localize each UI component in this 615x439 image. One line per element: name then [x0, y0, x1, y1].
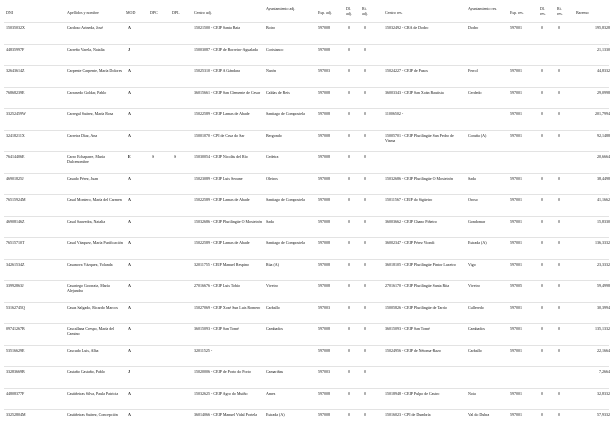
cell-nombre: Cascallana Crespo, María del Camino [67, 326, 115, 336]
row-divider [4, 345, 609, 346]
cell-centro-res: 36003343 - CEIP San Xoán Bautista [385, 89, 444, 95]
cell-mod: E [128, 154, 131, 159]
cell-dl-adj: 0 [348, 197, 350, 202]
cell-ayto-adj: Ames [266, 390, 276, 396]
cell-esp-adj: 597008 [318, 111, 330, 116]
cell-esp-adj: 597008 [318, 175, 330, 181]
cell-dni: 33252459W [6, 111, 26, 116]
cell-esp-adj: 597008 [318, 25, 330, 30]
cell-ri-adj: 0 [364, 197, 366, 202]
cell-esp-res: 597001 [510, 326, 522, 331]
cell-ayto-adj: Rúa (A) [266, 261, 279, 267]
cell-dl-adj: 0 [348, 240, 350, 245]
cell-ri-adj: 0 [364, 68, 366, 73]
cell-ri-adj: 0 [364, 412, 366, 417]
cell-dpc: S [152, 154, 155, 159]
cell-dni: 76515710T [6, 240, 25, 245]
cell-dl-res: 0 [541, 197, 543, 202]
cell-nombre: Casariego Goorraiz, María Alejandra [67, 283, 110, 293]
cell-ri-res: 0 [558, 261, 560, 267]
header-ri-res: Ri. res. [557, 6, 563, 16]
cell-esp-adj: 597008 [318, 132, 330, 138]
cell-centro-adj: 15027069 - CEIP Xosé Sun Luis Romero [194, 304, 261, 310]
cell-ayto-adj: Narón [266, 68, 276, 73]
cell-dl-adj: 0 [348, 369, 350, 374]
header-dl-adj: Dl. adj. [346, 6, 352, 16]
cell-ri-adj: 0 [364, 390, 366, 396]
cell-mod: A [128, 89, 131, 95]
cell-esp-adj: 597003 [318, 304, 330, 310]
cell-esp-res: 597001 [510, 25, 522, 30]
cell-esp-adj: 597008 [318, 390, 330, 396]
cell-dl-res: 0 [541, 412, 543, 417]
cell-dl-adj: 0 [348, 283, 350, 288]
cell-ri-adj: 0 [364, 218, 366, 224]
cell-ayto-adj: Camariñas [266, 369, 284, 374]
header-ri-adj: Ri. adj. [362, 6, 368, 16]
cell-mod: A [128, 218, 131, 224]
cell-dni: 32643614Z [6, 68, 25, 73]
cell-dni: 53162745Q [6, 304, 25, 310]
cell-dl-res: 0 [541, 304, 543, 310]
cell-esp-res: 597005 [510, 283, 522, 288]
cell-esp-res: 597001 [510, 412, 522, 417]
cell-esp-adj: 597008 [318, 326, 330, 331]
cell-dl-adj: 0 [348, 111, 350, 116]
cell-ayto-res: Cambados [468, 326, 485, 331]
cell-dl-adj: 0 [348, 68, 350, 73]
cell-esp-adj: 597003 [318, 369, 330, 374]
cell-dni: 15035032X [6, 25, 25, 30]
cell-ayto-adj: Santiago de Compostela [266, 111, 305, 116]
cell-nombre: Casas Salgado, Ricardo Marcos [67, 304, 118, 310]
cell-baremo: 135,1332 [595, 326, 610, 331]
cell-centro-adj: 15022589 - CEIP Lamas de Abade [194, 111, 250, 116]
header-centro-res: Centro res. [385, 10, 403, 15]
cell-nombre: Casanova Vázquez, Yolanda [67, 261, 113, 267]
cell-centro-res: 36003662 - CEIP Chano Piñeiro [385, 218, 437, 224]
header-dpl: DPL [172, 10, 180, 15]
cell-ri-adj: 0 [364, 25, 366, 30]
cell-dl-res: 0 [541, 132, 543, 138]
cell-baremo: 32,8332 [597, 390, 610, 396]
cell-centro-res: 15005826 - CEIP Plurilingüe de Tarrío [385, 304, 448, 310]
cell-esp-adj: 597008 [318, 154, 330, 159]
cell-mod: J [128, 46, 130, 52]
cell-esp-res: 597001 [510, 89, 522, 95]
cell-nombre: Casal Saavedra, Natalia [67, 218, 106, 224]
cell-dl-res: 0 [541, 347, 543, 353]
cell-ri-adj: 0 [364, 261, 366, 267]
cell-mod: A [128, 111, 131, 116]
cell-ayto-adj: Oleiros [266, 175, 278, 181]
cell-esp-adj: 597008 [318, 412, 330, 417]
cell-dl-res: 0 [541, 68, 543, 73]
cell-dl-res: 0 [541, 111, 543, 116]
cell-ayto-res: Vigo [468, 261, 476, 267]
cell-ri-res: 0 [558, 132, 560, 138]
cell-dni: 46901825J [6, 175, 24, 181]
cell-baremo: 38,4498 [597, 175, 610, 181]
cell-esp-adj: 597008 [318, 197, 330, 202]
cell-ri-adj: 0 [364, 154, 366, 159]
cell-dl-adj: 0 [348, 25, 350, 30]
cell-centro-res: 15032686 - CEIP Plurilingüe O Mosteirón [385, 175, 453, 181]
cell-ri-res: 0 [558, 89, 560, 95]
cell-centro-res: 15018948 - CEIP Pulpo de Castro [385, 390, 440, 396]
cell-ri-res: 0 [558, 347, 560, 353]
cell-mod: A [128, 326, 131, 331]
cell-ayto-adj: Boiro [266, 25, 276, 30]
cell-centro-adj: 32011755 - CEIP Manuel Respino [194, 261, 250, 267]
cell-esp-adj: 597008 [318, 261, 330, 267]
cell-centro-adj: 27016676 - CEIP Luis Tobío [194, 283, 241, 288]
header-esp-adj: Esp. adj. [318, 10, 332, 15]
cell-ayto-adj: Sada [266, 218, 274, 224]
cell-ri-adj: 0 [364, 283, 366, 288]
cell-baremo: 195,8328 [595, 25, 610, 30]
cell-dni: 33283669B [6, 369, 25, 374]
cell-ayto-res: Cerdedo [468, 89, 482, 95]
cell-dl-adj: 0 [348, 89, 350, 95]
cell-ayto-res: Coruña (A) [468, 132, 487, 138]
cell-ri-res: 0 [558, 197, 560, 202]
cell-ayto-res: Gondomar [468, 218, 486, 224]
cell-dl-adj: 0 [348, 46, 350, 52]
cell-centro-res: 11006502 - [385, 111, 404, 116]
row-divider [4, 108, 609, 109]
cell-dl-adj: 0 [348, 347, 350, 353]
cell-dni: 53516629E [6, 347, 25, 353]
cell-ayto-res: Val do Dubra [468, 412, 490, 417]
cell-dni: 46908146Z [6, 218, 25, 224]
cell-baremo: 59,4998 [597, 283, 610, 288]
cell-ri-res: 0 [558, 240, 560, 245]
cell-ri-adj: 0 [364, 326, 366, 331]
cell-dni: 76414406E [6, 154, 25, 159]
cell-baremo: 92,1488 [597, 132, 610, 138]
header-baremo: Baremo [576, 10, 589, 15]
cell-dl-adj: 0 [348, 326, 350, 331]
cell-dni: 44808377F [6, 390, 25, 396]
cell-esp-res: 597001 [510, 132, 522, 138]
cell-esp-res: 597001 [510, 175, 522, 181]
cell-ayto-adj: Caldas de Reis [266, 89, 290, 95]
cell-centro-adj: 15025310 - CEIP A Gándara [194, 68, 240, 73]
cell-nombre: Carregal Suárez, María Rosa [67, 111, 114, 116]
cell-dl-adj: 0 [348, 261, 350, 267]
row-divider [4, 216, 609, 217]
cell-ri-adj: 0 [364, 89, 366, 95]
cell-baremo: 23,3332 [597, 261, 610, 267]
cell-esp-res: 597001 [510, 304, 522, 310]
cell-ri-adj: 0 [364, 132, 366, 138]
header-ayuntamiento-res: Ayuntamiento res. [468, 6, 498, 11]
cell-dl-res: 0 [541, 218, 543, 224]
cell-dl-res: 0 [541, 326, 543, 331]
cell-esp-res: 597001 [510, 347, 522, 353]
cell-centro-res: 15024227 - CEIP de Pazos [385, 68, 428, 73]
row-divider [4, 130, 609, 131]
row-divider [4, 65, 609, 66]
cell-baremo: 44,8332 [597, 68, 610, 73]
cell-baremo: 57,9332 [597, 412, 610, 417]
header-dpc: DPC [150, 10, 158, 15]
cell-centro-adj: 15003087 - CEIP de Borreiro-Agualada [194, 46, 258, 52]
cell-mod: A [128, 25, 131, 30]
row-divider [4, 366, 609, 367]
cell-dni: 76868239E [6, 89, 25, 95]
cell-esp-adj: 597008 [318, 347, 330, 353]
cell-mod: J [128, 369, 130, 374]
cell-nombre: Casal Montero, María del Carmen [67, 197, 122, 202]
cell-esp-adj: 597003 [318, 68, 330, 73]
row-divider [4, 151, 609, 152]
cell-dl-adj: 0 [348, 154, 350, 159]
cell-centro-res: 36015093 - CEIP San Tomé [385, 326, 430, 331]
cell-centro-res: 36002347 - CEIP Pérez Viondi [385, 240, 435, 245]
cell-mod: A [128, 412, 131, 417]
cell-ayto-res: Sada [468, 175, 476, 181]
cell-esp-res: 597001 [510, 240, 522, 245]
cell-esp-res: 597001 [510, 197, 522, 202]
cell-ri-res: 0 [558, 25, 560, 30]
cell-mod: A [128, 261, 131, 267]
row-divider [4, 87, 609, 88]
cell-esp-res: 597001 [510, 218, 522, 224]
cell-centro-adj: 15001070 - CPI de Cruz do Sar [194, 132, 245, 138]
cell-baremo: 201,7994 [595, 111, 610, 116]
cell-dni: 76515924M [6, 197, 26, 202]
cell-centro-res: 36018105 - CEIP Plurilingüe Pintor Laxeiro [385, 261, 456, 267]
row-divider [4, 22, 609, 23]
cell-ayto-adj: Coristanco [266, 46, 284, 52]
row-divider [4, 409, 609, 410]
cell-dl-adj: 0 [348, 304, 350, 310]
cell-ri-res: 0 [558, 175, 560, 181]
cell-centro-adj: 15023089 - CEIP Luis Seoane [194, 175, 243, 181]
row-divider [4, 237, 609, 238]
cell-centro-res: 15024956 - CEIP de Nétoma-Razo [385, 347, 441, 353]
cell-ri-res: 0 [558, 283, 560, 288]
cell-nombre: Carreira Díaz, Ana [67, 132, 98, 138]
cell-esp-adj: 597008 [318, 218, 330, 224]
cell-dni: 33252804M [6, 412, 26, 417]
cell-ri-res: 0 [558, 326, 560, 331]
cell-mod: A [128, 390, 131, 396]
header-mod: MOD [126, 10, 136, 15]
cell-baremo: 20,6664 [597, 154, 610, 159]
cell-ayto-res: Oroso [468, 197, 478, 202]
cell-centro-adj: 15030054 - CEIP Nicolás del Río [194, 154, 248, 159]
cell-centro-adj: 32011525 - [194, 347, 213, 353]
row-divider [4, 194, 609, 195]
cell-nombre: Carpente Carpente, María Dolores [67, 68, 123, 73]
cell-centro-res: 15005701 - CEIP Plurilingüe San Pedro de Visma [385, 132, 454, 143]
cell-dni: 32418211X [6, 132, 25, 138]
cell-ri-res: 0 [558, 412, 560, 417]
cell-mod: A [128, 283, 131, 288]
cell-ri-res: 0 [558, 390, 560, 396]
cell-mod: A [128, 347, 131, 353]
cell-mod: A [128, 132, 131, 138]
cell-dpl: S [174, 154, 177, 159]
cell-centro-adj: 36014066 - CEIP Manuel Vidal Portela [194, 412, 257, 417]
cell-nombre: Casado Pérez, Juan [67, 175, 98, 181]
cell-ri-adj: 0 [364, 175, 366, 181]
cell-centro-adj: 15020006 - CEIP de Porto do Porto [194, 369, 251, 374]
cell-ayto-adj: Santiago de Compostela [266, 240, 305, 245]
cell-centro-adj: 15022589 - CEIP Lamas de Abade [194, 197, 250, 202]
cell-ri-adj: 0 [364, 46, 366, 52]
cell-dl-adj: 0 [348, 390, 350, 396]
cell-ayto-adj: Bergondo [266, 132, 282, 138]
cell-baremo: 22,1664 [597, 347, 610, 353]
cell-esp-res: 597001 [510, 68, 522, 73]
cell-esp-res: 597001 [510, 390, 522, 396]
cell-baremo: 7,2664 [599, 369, 610, 374]
cell-ayto-res: Estrada (A) [468, 240, 487, 245]
header-nombre: Apellidos y nombre [67, 10, 99, 15]
cell-dni: 34261534Z [6, 261, 25, 267]
row-divider [4, 173, 609, 174]
cell-esp-res: 597001 [510, 261, 522, 267]
cell-ri-res: 0 [558, 68, 560, 73]
cell-mod: A [128, 175, 131, 181]
cell-dl-res: 0 [541, 25, 543, 30]
cell-ayto-adj: Cedeira [266, 154, 279, 159]
row-divider [4, 302, 609, 303]
cell-dl-adj: 0 [348, 132, 350, 138]
cell-nombre: Cardoso Arineda, José [67, 25, 103, 30]
header-dl-res: Dl. res. [540, 6, 546, 16]
header-esp-res: Esp. res. [510, 10, 524, 15]
cell-centro-res: 15011567 - CEIP do Sigüeiro [385, 197, 433, 202]
cell-ayto-res: Dodro [468, 25, 479, 30]
cell-nombre: Castiñeiras Suárez, Concepción [67, 412, 118, 417]
cell-ayto-res: Carballo [468, 347, 482, 353]
cell-centro-adj: 15022589 - CEIP Lamas de Abade [194, 240, 250, 245]
cell-dl-res: 0 [541, 89, 543, 95]
cell-ayto-adj: Santiago de Compostela [266, 197, 305, 202]
cell-centro-adj: 36015093 - CEIP San Tomé [194, 326, 239, 331]
cell-dl-res: 0 [541, 240, 543, 245]
cell-esp-adj: 597008 [318, 240, 330, 245]
cell-centro-adj: 15032686 - CEIP Plurilingüe O Mosteirón [194, 218, 262, 224]
cell-dni: 09741267B [6, 326, 25, 331]
cell-ayto-adj: Viveiro [266, 283, 278, 288]
cell-baremo: 30,3994 [597, 304, 610, 310]
cell-ri-adj: 0 [364, 304, 366, 310]
cell-esp-res: 597001 [510, 111, 522, 116]
row-divider [4, 259, 609, 260]
cell-baremo: 21,1330 [597, 46, 610, 52]
cell-ayto-res: Culleredo [468, 304, 484, 310]
cell-nombre: Cascudo Luis, Alba [67, 347, 99, 353]
cell-ayto-adj: Carballo [266, 304, 280, 310]
cell-esp-adj: 597008 [318, 283, 330, 288]
cell-mod: A [128, 240, 131, 245]
cell-centro-adj: 36015661 - CEIP San Clemente de Cesar [194, 89, 261, 95]
cell-dni: 44835997F [6, 46, 25, 52]
cell-dl-adj: 0 [348, 218, 350, 224]
cell-ayto-res: Viveiro [468, 283, 480, 288]
header-ayuntamiento-adj: Ayuntamiento adj. [266, 6, 296, 11]
cell-baremo: 29,0998 [597, 89, 610, 95]
cell-ayto-res: Ferrol [468, 68, 478, 73]
cell-mod: A [128, 68, 131, 73]
cell-dl-res: 0 [541, 175, 543, 181]
header-dni: DNI [6, 10, 14, 15]
cell-mod: A [128, 197, 131, 202]
header-centro-adj: Centro adj. [194, 10, 212, 15]
cell-centro-res: 15016023 - CPI de Dumbría [385, 412, 431, 417]
cell-centro-res: 15032492 - CRA de Dodro [385, 25, 429, 30]
cell-dni: 33992863J [6, 283, 24, 288]
cell-ayto-adj: Cambados [266, 326, 283, 331]
cell-ri-adj: 0 [364, 369, 366, 374]
cell-dl-res: 0 [541, 390, 543, 396]
cell-ayto-adj: Estrada (A) [266, 412, 285, 417]
cell-centro-adj: 15021500 - CEIP Santa Baia [194, 25, 241, 30]
cell-baremo: 15,8330 [597, 218, 610, 224]
cell-ayto-res: Noia [468, 390, 476, 396]
cell-esp-adj: 597008 [318, 46, 330, 52]
cell-nombre: Casal Vázquez, María Purificación [67, 240, 123, 245]
cell-ri-res: 0 [558, 111, 560, 116]
cell-ri-adj: 0 [364, 111, 366, 116]
cell-nombre: Castiñeiras Silva, Paula Patricia [67, 390, 119, 396]
cell-ri-res: 0 [558, 218, 560, 224]
cell-ri-res: 0 [558, 304, 560, 310]
cell-nombre: Carrasedo Goldar, Pablo [67, 89, 107, 95]
cell-centro-res: 27016170 - CEIP Plurilingüe Santa Rita [385, 283, 450, 288]
cell-mod: A [128, 304, 131, 310]
cell-baremo: 136,3332 [595, 240, 610, 245]
cell-ri-adj: 0 [364, 347, 366, 353]
cell-dl-res: 0 [541, 261, 543, 267]
row-divider [4, 388, 609, 389]
cell-nombre: Carreño Varela, Natalia [67, 46, 105, 52]
cell-esp-adj: 597008 [318, 89, 330, 95]
cell-nombre: Carro Echaparre, María Dulcenombre [67, 154, 105, 164]
cell-baremo: 41,1662 [597, 197, 610, 202]
cell-dl-res: 0 [541, 283, 543, 288]
row-divider [4, 44, 609, 45]
cell-dl-adj: 0 [348, 412, 350, 417]
cell-nombre: Castaño Castaño, Pablo [67, 369, 105, 374]
cell-ri-adj: 0 [364, 240, 366, 245]
cell-centro-adj: 15032625 - CEIP Agro do Muíño [194, 390, 248, 396]
cell-dl-adj: 0 [348, 175, 350, 181]
row-divider [4, 323, 609, 324]
row-divider [4, 280, 609, 281]
